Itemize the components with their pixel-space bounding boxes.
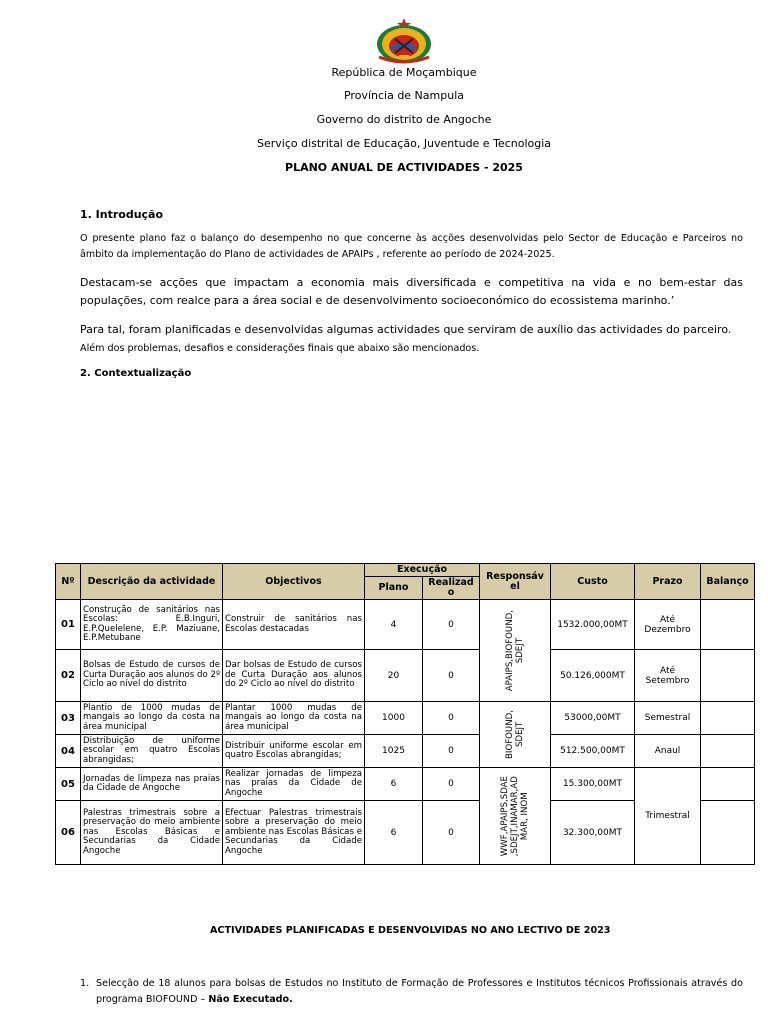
header-achieved: Realizad o bbox=[423, 577, 480, 600]
header-service: Serviço distrital de Educação, Juventude e Tecnologia bbox=[256, 137, 552, 150]
row-balance bbox=[701, 600, 755, 650]
row-deadline: Anaul bbox=[635, 735, 701, 768]
row-balance bbox=[701, 801, 755, 865]
activities-table bbox=[55, 563, 755, 865]
list-item-text: Selecção de 18 alunos para bolsas de Estudos no Instituto de Formação de Professores e Institutos técnicos Profissionais através do programa BIOFOUND – bbox=[96, 978, 743, 1005]
row-description: Jornadas de limpeza nas praias da Cidade de Angoche bbox=[81, 768, 223, 801]
list-item bbox=[96, 976, 743, 1008]
row-achieved: 0 bbox=[423, 600, 480, 650]
list-item-status: Não Executado. bbox=[208, 994, 293, 1005]
header-execution: Execução bbox=[365, 564, 480, 577]
header-plan: Plano bbox=[365, 577, 423, 600]
header-province: Província de Nampula bbox=[343, 89, 464, 102]
row-balance bbox=[701, 702, 755, 735]
intro-paragraph-2: Destacam-se acções que impactam a economia mais diversificada e competitiva na vida e no bem-estar das populações, com realce para a área social e de desenvolvimento socioeconómico do ecossistema marinho.’ bbox=[80, 276, 743, 307]
header-deadline: Prazo bbox=[635, 564, 701, 600]
row-number: 03 bbox=[56, 702, 81, 735]
row-description: Distribuição de uniforme escolar em quatro Escolas abrangidas; bbox=[81, 735, 223, 768]
table-row bbox=[56, 650, 755, 702]
table-row bbox=[56, 600, 755, 650]
row-deadline-merged: Trimestral bbox=[635, 768, 701, 865]
row-deadline: Até Setembro bbox=[635, 650, 701, 702]
row-responsible bbox=[480, 768, 551, 865]
header-district-government: Governo do distrito de Angoche bbox=[316, 113, 492, 126]
row-achieved: 0 bbox=[423, 702, 480, 735]
intro-paragraph-3a: Para tal, foram planificadas e desenvolvidas algumas actividades que serviram de auxílio das actividades do parceiro. bbox=[80, 323, 732, 336]
row-cost: 15.300,00MT bbox=[551, 768, 635, 801]
plan-title: PLANO ANUAL DE ACTIVIDADES - 2025 bbox=[285, 161, 523, 174]
row-plan: 1000 bbox=[365, 702, 423, 735]
header-responsible: Responsáv el bbox=[480, 564, 551, 600]
section-3-heading: ACTIVIDADES PLANIFICADAS E DESENVOLVIDAS NO ANO LECTIVO DE 2023 bbox=[210, 925, 611, 936]
list-item-number: 1. bbox=[80, 978, 90, 989]
row-objective: Efectuar Palestras trimestrais sobre a preservação do meio ambiente nas Escolas Básicas e Secundarias da Cidade Angoche bbox=[223, 801, 365, 865]
responsible-group-2: BIOFOUND, SDEJT bbox=[505, 710, 525, 759]
row-number: 06 bbox=[56, 801, 81, 865]
row-balance bbox=[701, 768, 755, 801]
row-achieved: 0 bbox=[423, 735, 480, 768]
row-achieved: 0 bbox=[423, 768, 480, 801]
row-objective: Realizar jornadas de limpeza nas praias da Cidade de Angoche bbox=[223, 768, 365, 801]
header-num: Nº bbox=[56, 564, 81, 600]
row-achieved: 0 bbox=[423, 801, 480, 865]
intro-paragraph-3b: Além dos problemas, desafios e considerações finais que abaixo são mencionados. bbox=[80, 343, 480, 354]
row-responsible bbox=[480, 702, 551, 768]
row-cost: 32.300,00MT bbox=[551, 801, 635, 865]
row-cost: 1532.000,00MT bbox=[551, 600, 635, 650]
intro-paragraph-1: O presente plano faz o balanço do desempenho no que concerne às acções desenvolvidas pelo Sector de Educação e Parceiros no âmbito da implementação do Plano de actividades de APAIPs , referente ao período de 2024-2025. bbox=[80, 233, 743, 260]
row-achieved: 0 bbox=[423, 650, 480, 702]
row-objective: Plantar 1000 mudas de mangais ao longo da costa na área municipal bbox=[223, 702, 365, 735]
row-objective: Distribuir uniforme escolar em quatro Escolas abrangidas; bbox=[223, 735, 365, 768]
row-objective: Construir de sanitários nas Escolas destacadas bbox=[223, 600, 365, 650]
responsible-group-1: APAIPS,BIOFOUND, SDEJT bbox=[505, 609, 525, 692]
row-plan: 4 bbox=[365, 600, 423, 650]
table-row bbox=[56, 702, 755, 735]
row-number: 02 bbox=[56, 650, 81, 702]
activities-list bbox=[80, 976, 743, 1008]
table-row bbox=[56, 768, 755, 801]
header-description: Descrição da actividade bbox=[81, 564, 223, 600]
header-balance: Balanço bbox=[701, 564, 755, 600]
row-cost: 53000,00MT bbox=[551, 702, 635, 735]
row-balance bbox=[701, 650, 755, 702]
row-number: 04 bbox=[56, 735, 81, 768]
row-description: Bolsas de Estudo de cursos de Curta Duração aos alunos do 2º Ciclo ao nível do distrito bbox=[81, 650, 223, 702]
section-2-heading: 2. Contextualização bbox=[80, 368, 192, 379]
row-plan: 6 bbox=[365, 801, 423, 865]
row-objective: Dar bolsas de Estudo de cursos de Curta Duração aos alunos do 2º Ciclo ao nível do distrito bbox=[223, 650, 365, 702]
row-deadline: Semestral bbox=[635, 702, 701, 735]
row-description: Palestras trimestrais sobre a preservação do meio ambiente nas Escolas Básicas e Secundarias da Cidade Angoche bbox=[81, 801, 223, 865]
row-description: Construção de sanitários nas Escolas: E.B.Inguri, E.P.Quelelene, E.P. Maziuane, E.P.Metubane bbox=[81, 600, 223, 650]
responsible-group-3: WWF,APAIPS,SDAE ,SDEJT,INAMAR,AD MAR, INOM bbox=[500, 775, 530, 857]
row-number: 05 bbox=[56, 768, 81, 801]
header-cost: Custo bbox=[551, 564, 635, 600]
row-plan: 20 bbox=[365, 650, 423, 702]
row-balance bbox=[701, 735, 755, 768]
row-description: Plantio de 1000 mudas de mangais ao longo da costa na área municipal bbox=[81, 702, 223, 735]
table-row bbox=[56, 735, 755, 768]
row-plan: 1025 bbox=[365, 735, 423, 768]
header-objectives: Objectivos bbox=[223, 564, 365, 600]
row-cost: 50.126,000MT bbox=[551, 650, 635, 702]
header-republic: República de Moçambique bbox=[331, 66, 477, 79]
section-1-heading: 1. Introdução bbox=[80, 208, 164, 221]
mozambique-coat-of-arms-icon bbox=[373, 17, 435, 65]
row-plan: 6 bbox=[365, 768, 423, 801]
row-number: 01 bbox=[56, 600, 81, 650]
row-responsible bbox=[480, 600, 551, 702]
row-deadline: Até Dezembro bbox=[635, 600, 701, 650]
row-cost: 512.500,00MT bbox=[551, 735, 635, 768]
